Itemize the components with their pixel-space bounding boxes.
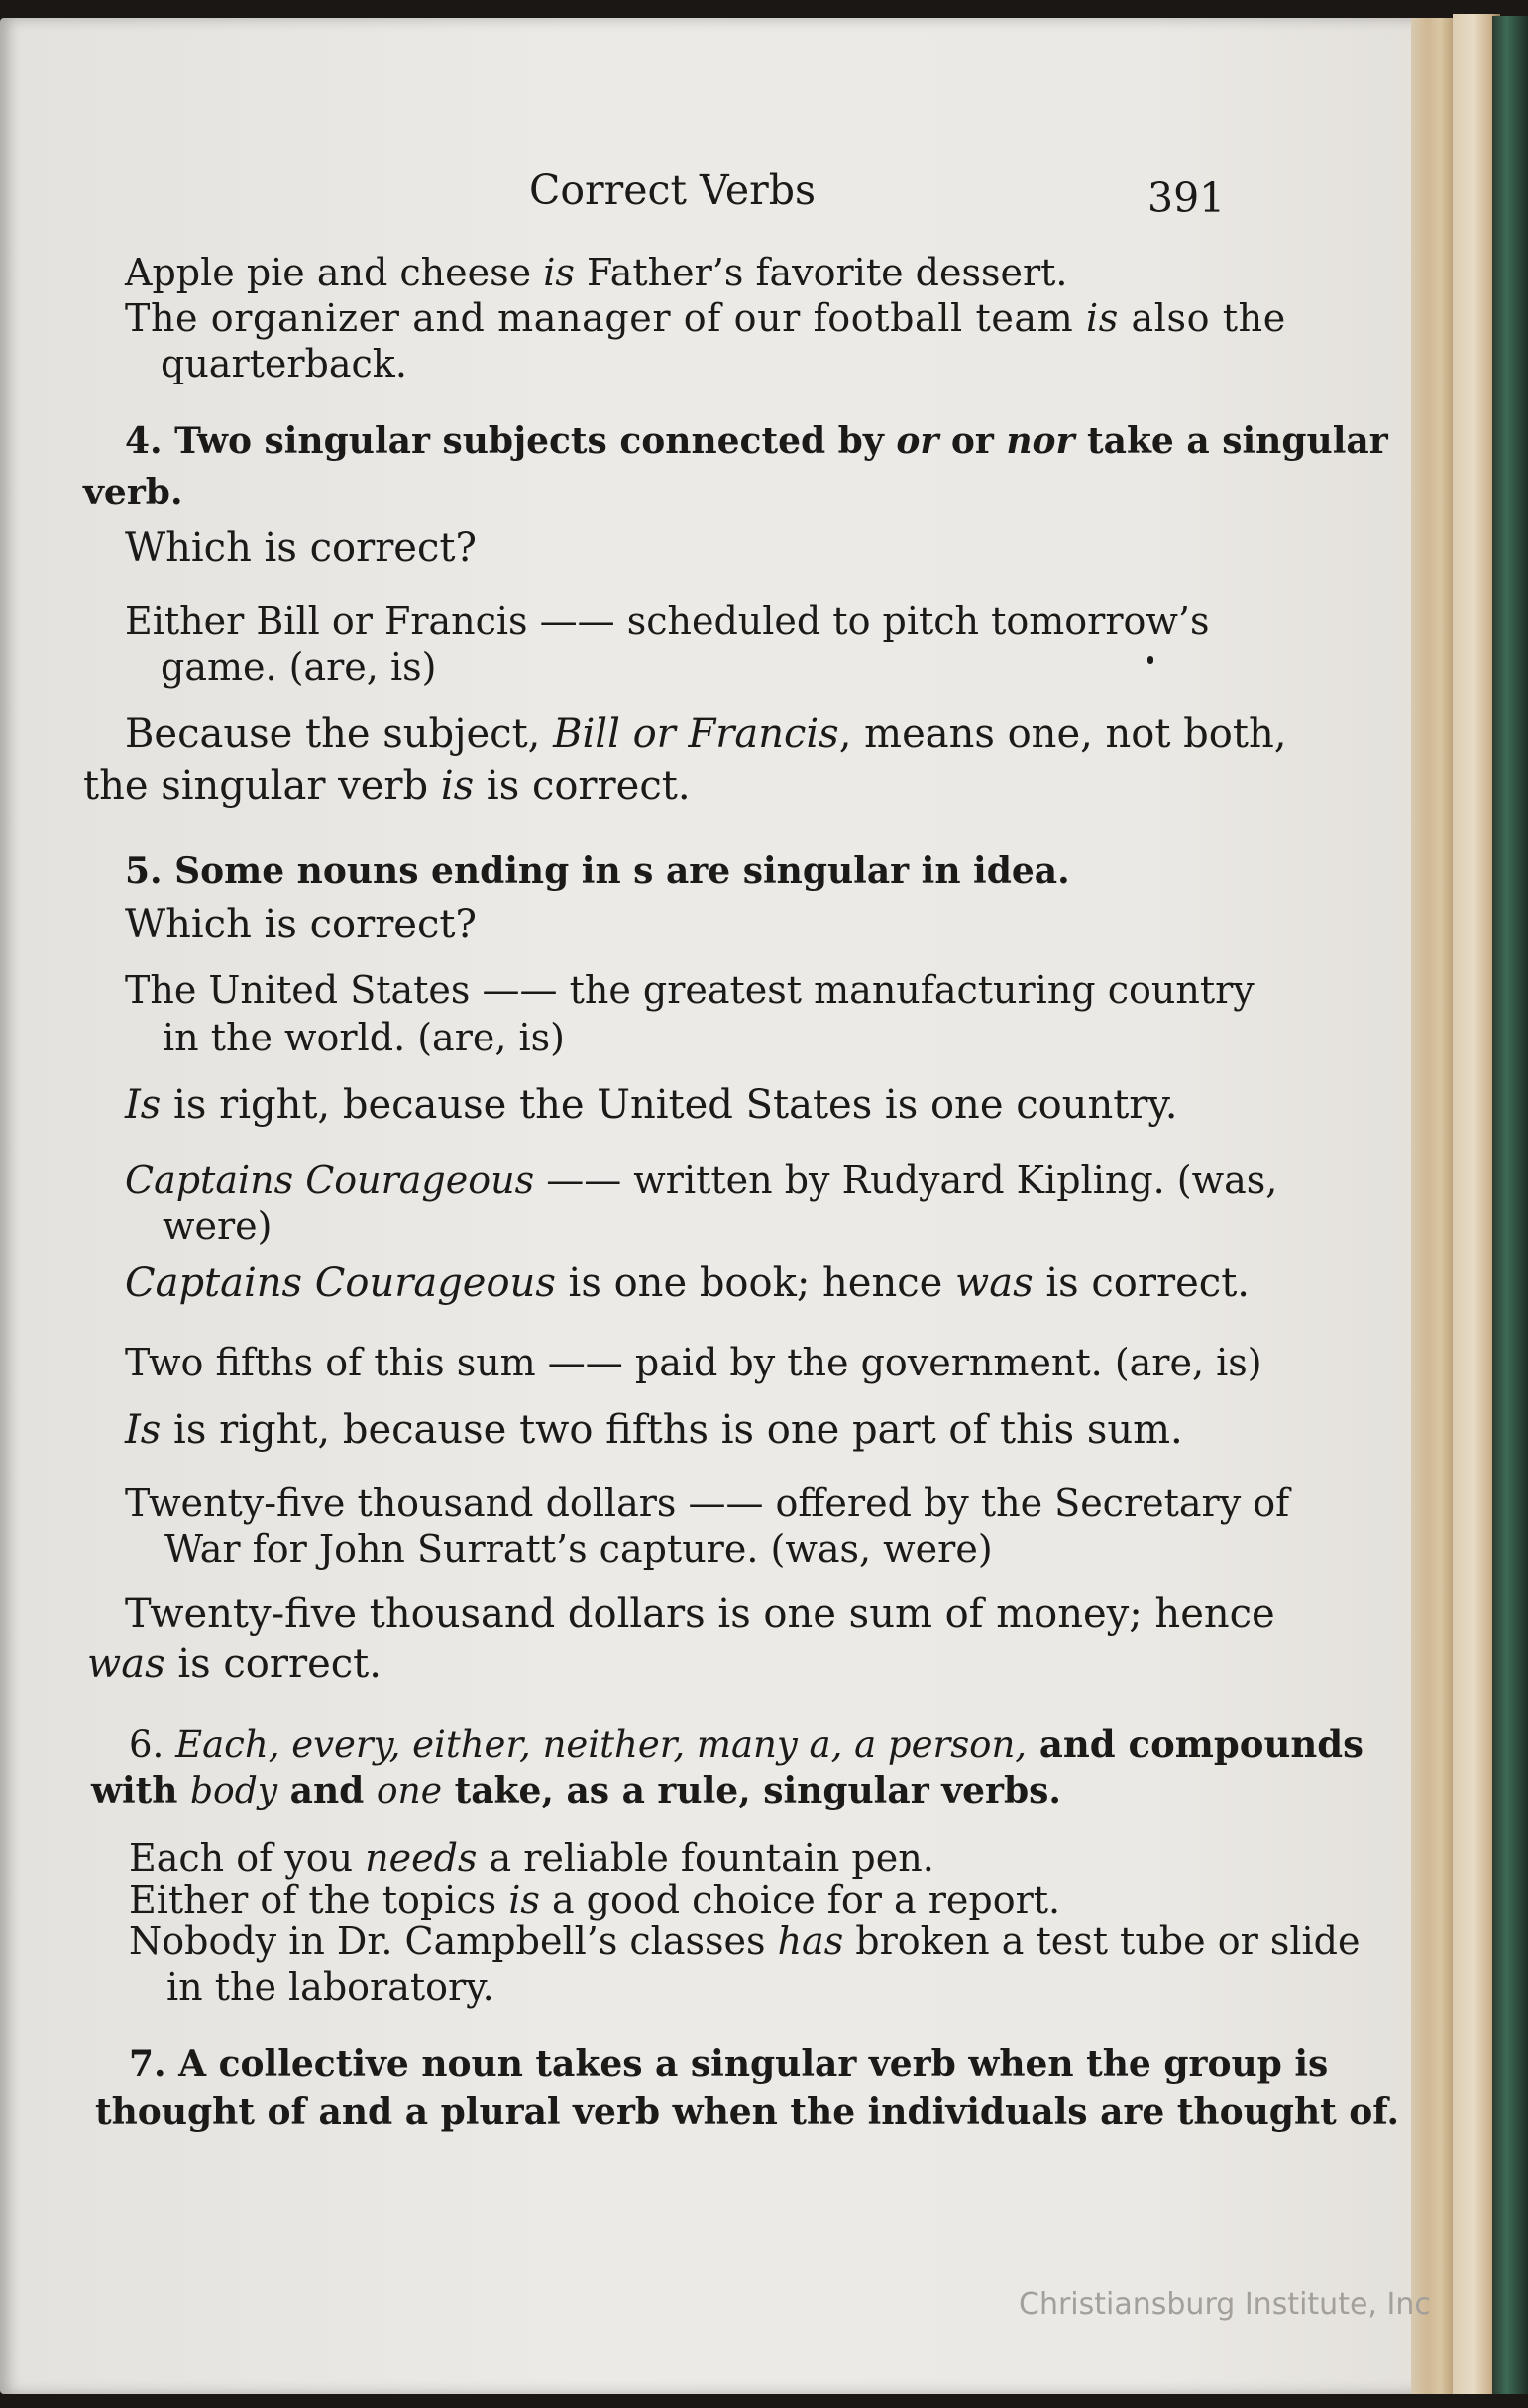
explanation-continued: the singular verb is is correct.: [83, 763, 691, 809]
page-number: 391: [1147, 174, 1226, 222]
question: Which is correct?: [125, 902, 477, 947]
explanation: Is is right, because the United States is one country.: [125, 1082, 1178, 1128]
explanation: Twenty-five thousand dollars is one sum of money; hence: [125, 1591, 1275, 1637]
example-sentence: Captains Courageous —— written by Rudyard Kipling. (was,: [125, 1158, 1278, 1202]
rule-heading-6-continued: with body and one take, as a rule, singular verbs.: [91, 1770, 1061, 1811]
rule-heading-5: 5. Some nouns ending in s are singular in idea.: [125, 850, 1070, 892]
rule-heading-7: 7. A collective noun takes a singular verb when the group is: [129, 2043, 1329, 2085]
book-cover-edge: [1492, 16, 1528, 2394]
explanation: Because the subject, Bill or Francis, means one, not both,: [125, 711, 1287, 757]
example-sentence: Apple pie and cheese is Father’s favorite dessert.: [125, 251, 1068, 294]
example-sentence-continued: in the laboratory.: [166, 1965, 494, 2009]
example-sentence: Twenty-five thousand dollars —— offered by the Secretary of: [125, 1481, 1290, 1525]
example-sentence: Each of you needs a reliable fountain pen.: [129, 1836, 934, 1880]
example-sentence: Either Bill or Francis —— scheduled to pitch tomorrow’s: [125, 600, 1210, 643]
example-sentence-continued: were): [163, 1204, 273, 1248]
question: Which is correct?: [125, 525, 477, 571]
page-title: Correct Verbs: [529, 166, 816, 214]
example-sentence-continued: game. (are, is): [161, 645, 437, 689]
rule-heading-4-continued: verb.: [83, 472, 183, 513]
example-sentence: Two fifths of this sum —— paid by the government. (are, is): [125, 1341, 1262, 1384]
rule-heading-6: 6. Each, every, either, neither, many a, a person, and compounds: [129, 1722, 1364, 1766]
example-sentence-continued: in the world. (are, is): [163, 1016, 565, 1059]
example-sentence-continued: War for John Surratt’s capture. (was, were): [164, 1527, 993, 1571]
rule-heading-4: 4. Two singular subjects connected by or or nor take a singular: [125, 420, 1388, 462]
ink-speck: [1147, 656, 1153, 664]
example-sentence: The United States —— the greatest manufacturing country: [125, 968, 1255, 1012]
explanation-continued: was is correct.: [87, 1641, 382, 1687]
rule-heading-7-continued: thought of and a plural verb when the individuals are thought of.: [95, 2091, 1400, 2133]
page-edges: [1411, 18, 1453, 2394]
watermark: Christiansburg Institute, Inc: [1019, 2287, 1431, 2322]
example-sentence: Either of the topics is a good choice for a report.: [129, 1878, 1061, 1921]
example-sentence-continued: quarterback.: [161, 342, 407, 385]
example-sentence: The organizer and manager of our football team is also the: [125, 296, 1286, 340]
example-sentence: Nobody in Dr. Campbell’s classes has broken a test tube or slide: [129, 1919, 1361, 1963]
explanation: Is is right, because two fifths is one part of this sum.: [125, 1407, 1183, 1453]
explanation: Captains Courageous is one book; hence was is correct.: [125, 1260, 1250, 1306]
